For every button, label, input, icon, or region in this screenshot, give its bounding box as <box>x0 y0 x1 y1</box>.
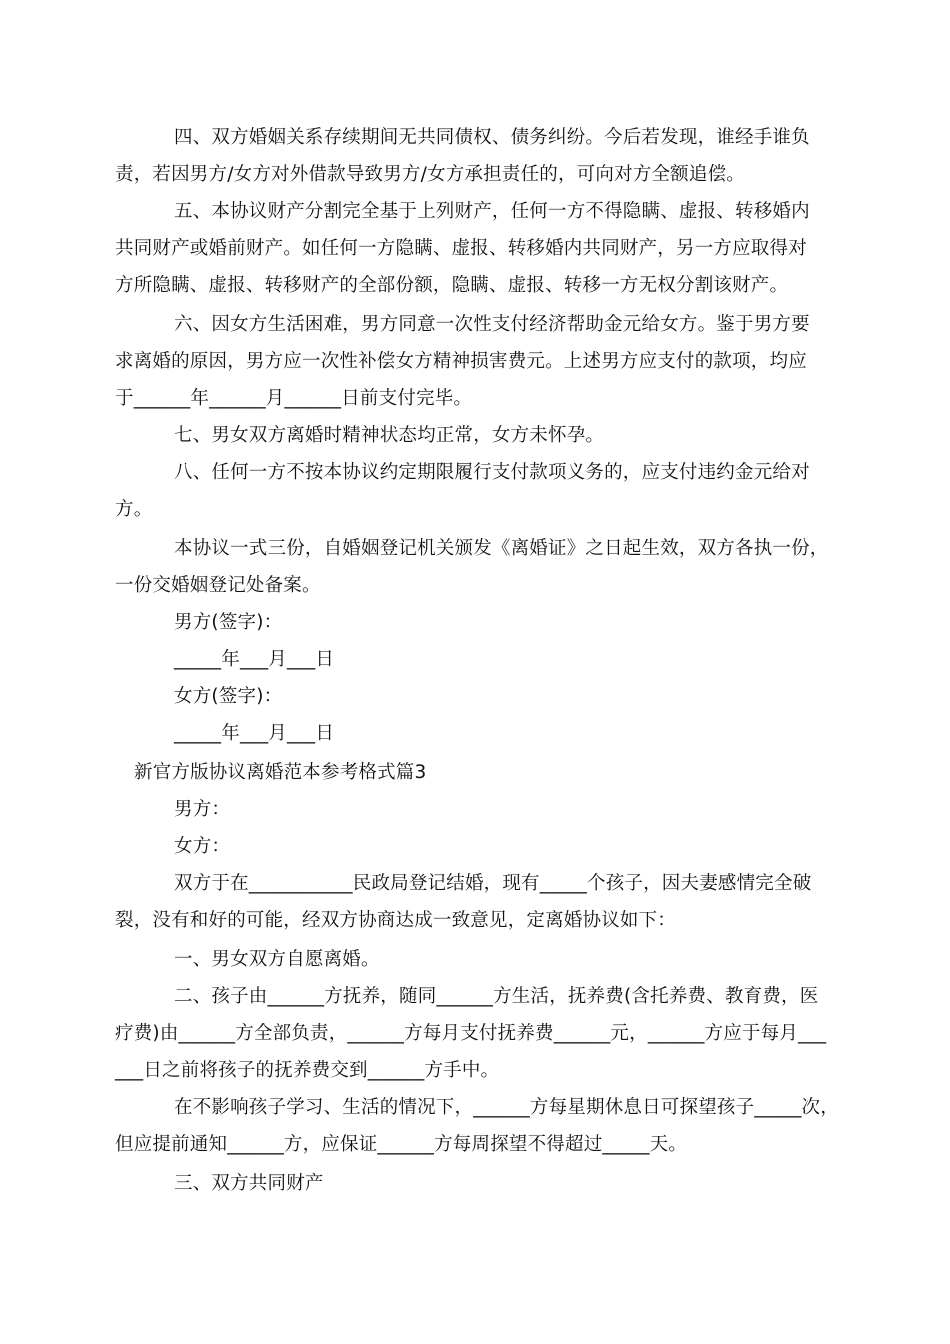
item-2-line-3: ___日之前将孩子的抚养费交到______方手中。 <box>115 1060 500 1081</box>
female-signature-label: 女方(签字)： <box>174 686 283 707</box>
intro-line-1: 双方于在___________民政局登记结婚，现有_____个孩子，因夫妻感情完全破 <box>174 873 812 894</box>
clause-8-line-2: 方。 <box>115 499 153 520</box>
clause-4-line-2: 责，若因男方/女方对外借款导致男方/女方承担责任的，可向对方全额追偿。 <box>115 164 745 185</box>
clause-6-line-3: 于______年______月______日前支付完毕。 <box>115 388 473 409</box>
visitation-line-2: 但应提前通知______方，应保证______方每周探望不得超过_____天。 <box>115 1134 688 1155</box>
item-3-heading: 三、双方共同财产 <box>174 1173 324 1194</box>
visitation-line-1: 在不影响孩子学习、生活的情况下，______方每星期休息日可探望孩子_____次， <box>174 1097 839 1118</box>
copies-line-1: 本协议一式三份，自婚姻登记机关颁发《离婚证》之日起生效，双方各执一份， <box>174 538 829 559</box>
clause-6-line-1: 六、因女方生活困难，男方同意一次性支付经济帮助金元给女方。鉴于男方要 <box>174 314 810 335</box>
intro-line-2: 裂，没有和好的可能，经双方协商达成一致意见，定离婚协议如下： <box>115 910 677 931</box>
clause-4-line-1: 四、双方婚姻关系存续期间无共同债权、债务纠纷。今后若发现，谁经手谁负 <box>174 127 810 148</box>
item-1-line-1: 一、男女双方自愿离婚。 <box>174 949 380 970</box>
section-heading: 新官方版协议离婚范本参考格式篇3 <box>134 762 427 783</box>
clause-7-line-1: 七、男女双方离婚时精神状态均正常，女方未怀孕。 <box>174 425 605 446</box>
clause-8-line-1: 八、任何一方不按本协议约定期限履行支付款项义务的，应支付违约金元给对 <box>174 462 810 483</box>
item-2-line-2: 疗费)由______方全部负责，______方每月支付抚养费______元，______方应于每月___ <box>115 1023 827 1044</box>
clause-5-line-2: 共同财产或婚前财产。如任何一方隐瞒、虚报、转移婚内共同财产，另一方应取得对 <box>115 238 807 259</box>
item-2-line-1: 二、孩子由______方抚养，随同______方生活，抚养费(含托养费、教育费，医 <box>174 986 819 1007</box>
clause-6-line-2: 求离婚的原因，男方应一次性补偿女方精神损害费元。上述男方应支付的款项，均应 <box>115 351 807 372</box>
male-signature-label: 男方(签字)： <box>174 612 283 633</box>
male-party-label: 男方： <box>174 799 231 820</box>
copies-line-2: 一份交婚姻登记处备案。 <box>115 575 321 596</box>
male-signature-date: _____年___月___日 <box>174 649 335 670</box>
clause-5-line-1: 五、本协议财产分割完全基于上列财产，任何一方不得隐瞒、虚报、转移婚内 <box>174 201 810 222</box>
clause-5-line-3: 方所隐瞒、虚报、转移财产的全部份额，隐瞒、虚报、转移一方无权分割该财产。 <box>115 275 789 296</box>
female-signature-date: _____年___月___日 <box>174 723 335 744</box>
female-party-label: 女方： <box>174 836 231 857</box>
